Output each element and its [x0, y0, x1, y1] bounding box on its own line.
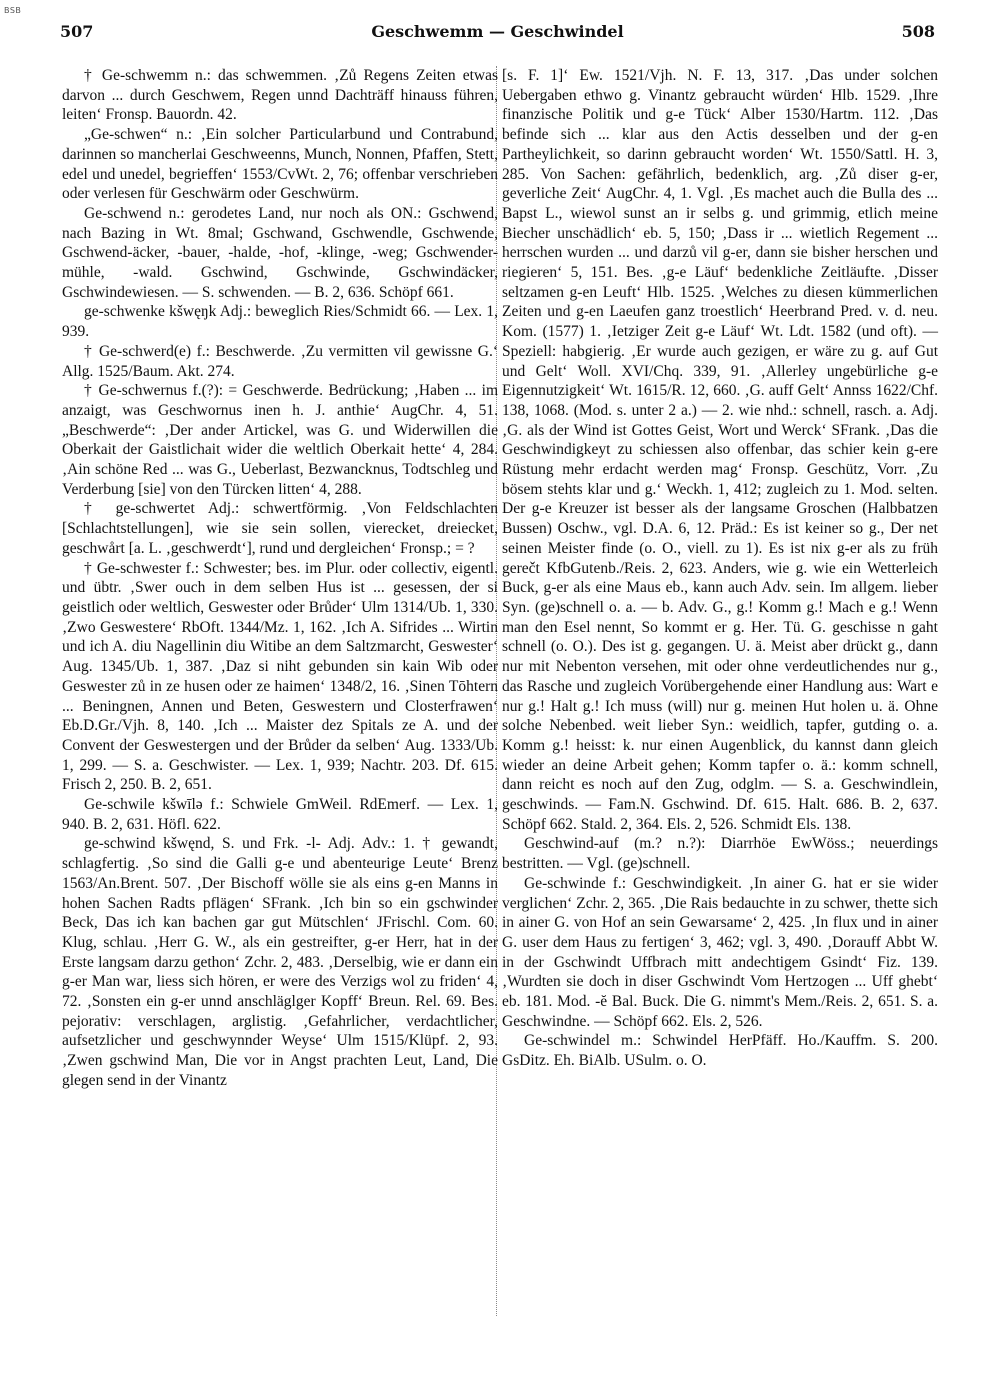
entry-geschwester: † Ge-schwester f.: Schwester; bes. im Plur. oder collectiv, eigentl. und übtr. ‚Swer ouch in dem selben Hus ist ... gesessen, der si geistlich oder weltlich, Geswester oder Brůder‘ Ulm 1314/Ub. 1, 330. ‚Zwo Geswestere‘ RbOft. 1344/Mz. 1, 162. ‚Ich A. Sifrides ... Wirtin und ich A. diu Nagellinin diu Witibe an dem Saltzmarcht, Geswester‘ Aug. 1345/Ub. 1, 387. ‚Daz si niht gebunden sin kain Wib oder Geswester zů in ze husen oder ze haimen‘ 1348/2, 16. ‚Sinen Tōhtern ... Beningnen, Annen und Beten, Geswestern und Closterfrawen‘ Eb.D.Gr./Vjh. 8, 140. ‚Ich ... Maister dez Spitals ze A. und der Convent der Geswestergen und der Brůder da selben‘ Aug. 1333/Ub. 1, 299. — S. a. Geschwister. — Lex. 1, 939; Nachtr. 203. Df. 615. Frisch 2, 250. B. 2, 651.	[62, 559, 498, 794]
entry-geschwernus: † Ge-schwernus f.(?): = Geschwerde. Bedrückung; ‚Haben ... im anzaigt, was Geschwornus inen h. J. anthie‘ AugChr. 4, 51. „Beschwerde“: ‚Der ander Artickel, was G. und Widerwillen die Oberkait der Gaistlichait wider die weltlich Oberkait hette‘ 4, 284. ‚Ain schöne Red ... was G., Ueberlast, Bezwancknus, Todtschleg und Verderbung [sie] von den Türcken litten‘ 4, 288.	[62, 382, 498, 498]
page-number-right: 508	[901, 22, 935, 41]
right-column	[502, 66, 938, 1071]
entry-geschwen: „Ge-schwen“ n.: ‚Ein solcher Particularbund und Contrabund, darinnen so mancherlai Geschweenns, Munch, Nonnen, Pfaffen, Stett, edel und unedel, begrieffen‘ 1553/CvWt. 2, 76; offenbar verschrieben oder verlesen für Geschwärm oder Geschwürm.	[62, 126, 498, 203]
entry-geschwind-auf: Geschwind-auf (m.? n.?): Diarrhöe EwWöss.; neuerdings bestritten. — Vgl. (ge)schnell.	[502, 835, 938, 873]
entry-geschwerde: † Ge-schwerd(e) f.: Beschwerde. ‚Zu vermitten vil gewissne G.‘ Allg. 1525/Baum. Akt. 274.	[62, 342, 498, 380]
entry-geschwind: ge-schwind kšwęnd, S. und Frk. -l- Adj. Adv.: 1. † gewandt, schlagfertig. ‚So sind die Galli g-e und abenteurige Leute‘ Brenz 1563/An.Brent. 507. ‚Der Bischoff wölle sie als eins g-en Manns in hohen Sachen Radts pflägen‘ SFrank. ‚Ich bin so ein gschwinder Beck, Das ich kan bachen gar gut Mütschlen‘ JFrischl. Com. 60. Klug, schlau. ‚Herr G. W., als ein gestreifter, g-er Herr, hat in der Erste langsam darzu gethon‘ Zchr. 2, 483. ‚Derselbig, wie er dann ein g-er Man war, liess sich hören, er were des Verzigs wol zu friden‘ 4, 72. ‚Sonsten ein g-er unnd anschläglger Kopff‘ Breun. Rel. 69. Bes. pejorativ: verschlagen, arglistig. ‚Gefahrlicher, verdachtlicher, aufsetzlicher und geschwynnder Weyse‘ Ulm 1515/Klüpf. 2, 93. ‚Zwen gschwind Man, Die vor in Angst prachten Leut, Land, Die glegen send in der Vinantz	[62, 835, 498, 1089]
page-number-left: 507	[60, 22, 94, 41]
library-watermark: BSB	[4, 6, 22, 15]
entry-geschwindel: Ge-schwindel m.: Schwindel HerPfäff. Ho./Kauffm. S. 200. GsDitz. Eh. BiAlb. USulm. o. O.	[502, 1032, 938, 1070]
entry-geschwenke: ge-schwenke kšwęŋk Adj.: beweglich Ries/Schmidt 66. — Lex. 1, 939.	[62, 303, 498, 341]
entry-geschwinde: Ge-schwinde f.: Geschwindigkeit. ‚In ainer G. hat er sie wider verglichen‘ Zchr. 2, 365. ‚Die Rais bedauchte in zu schwer, thette sich in ainer G. von Hof an sein Gewarsame‘ 2, 425. ‚In flux und in ainer G. user dem Haus zu fertigen‘ 3, 462; vgl. 3, 490. ‚Dorauff Abbt W. in der Gschwindt Uffbrach mitt andechtigem Gsindt‘ Fiz. 139. ‚Wurdten sie doch in diser Gschwindt Vom Hertzogen ... Uff ghebt‘ eb. 181. Mod. -ĕ Bal. Buck. Die G. nimmt's Mem./Reis. 2, 651. S. a. Geschwindne. — Schöpf 662. Els. 2, 526.	[502, 874, 938, 1030]
entry-geschwemm: † Ge-schwemm n.: das schwemmen. ‚Zů Regens Zeiten etwas darvon ... durch Geschwem, Regen unnd Dachträff hinauss führen, leiten‘ Fronsp. Bauordn. 42.	[62, 67, 498, 124]
left-column	[62, 66, 498, 1091]
entry-geschwile: Ge-schwile kšwīlə f.: Schwiele GmWeil. RdEmerf. — Lex. 1, 940. B. 2, 631. Höfl. 622.	[62, 796, 498, 833]
entry-geschwind-continued: [s. F. 1]‘ Ew. 1521/Vjh. N. F. 13, 317. ‚Das under solchen Uebergaben ethwo g. Vinantz gebraucht würden‘ Hlb. 1529. ‚Ihre finanzische Politik und g-e Tück‘ Alber 1530/Hartm. 112. ‚Das befinde sich ... klar aus den Actis desselben und der g-en Partheylichkeit, so darinn gebraucht worden‘ Wt. 1550/Sattl. H. 3, 285. Von Sachen: gefährlich, bedenklich, arg. ‚Zů diser g-er, geverliche Zeit‘ AugChr. 4, 1. Vgl. ‚Es machet auch die Bulla des ... Bapst L., wiewol sunst an ir selbs g. und grimmig, etlich meine Biecher unschädlich‘ eb. 5, 150; ‚Dass ir ... wietlich Regement ... herrschen wurden ... und darzů vil g-er, dann sie bisher herschen und riegieren‘ 5, 151. Bes. ‚g-e Läuf‘ bedenkliche Zeitläufte. ‚Disser seltzamen g-en Leuft‘ Hlb. 1525. ‚Welches zu diesen kümmerlichen Zeiten und g-en Laeufen ganz troestlich‘ Heerbrand Pred. v. d. neu. Kom. (1577) 1. ‚Ietziger Zeit g-e Läuf‘ Wt. Ldt. 1582 (und oft). — Speziell: habgierig. ‚Er wurde auch gezigen, er wäre zu g. auf Gut und Gelt‘ Woll. XVI/Chq. 339, 91. ‚Allerley ungebürliche g-e Eigennutzigkeit‘ Wt. 1615/R. 12, 660. ‚G. auff Gelt‘ Annss 1622/Chf. 138, 1068. (Mod. s. unter 2 a.) — 2. wie nhd.: schnell, rasch. a. Adj. ‚G. als der Wind ist Gottes Geist, Wort und Werck‘ SFrank. ‚Das die Geschwindigkeyt zu schiessen also offenbar, das schier kein g-ere Rüstung mehr erdacht werden mag‘ Fronsp. Geschütz, Vorr. ‚Zu bösem stehts klar und g.‘ Weckh. 1, 412; zugleich zu 1. Mod. selten. Der g-e Kreuzer ist besser als der langsame Groschen (Halbbatzen Bussen) Oschw., vgl. D.A. 6, 12. Präd.: Es ist keiner so g., Der net seinen Meister finde (o. O., viell. zu 1). Es ist nix g-er als zu früh gerečt KfbGutenb./Reis. 2, 623. Anders, wie g. wie ein Wetterleich Buck, g-er als eine Maus eb., kann auch Adv. sein. Im allgem. lieber Syn. (ge)schnell o. a. — b. Adv. G., g.! Komm g.! Mach e g.! Wenn man den Esel nennt, So kommt er g. Her. Tü. G. geschisse n gaht schnell (o. O.). Des ist g. gegangen. U. ä. Meist aber drückt g., dann nur mit Nebenton versehen, mit oder ohne verdeutlichendes nur g., das Rasche und zugleich Vorübergehende einer Handlung aus: Wart e nur g.! Halt g.! Ich muss (will) nur g. meinen Hut holen u. ä. Ohne solche Nebenbed. weit lieber Syn.: weidlich, tapfer, gutding o. a. Komm g.! heisst: k. nur einen Augenblick, du kannst dann gleich wieder an deine Arbeit gehen; Komm tapfer o. ä.: komm schnell, dann reicht es noch auf den Zug, odglm. — S. a. Geschwindlein, geschwinds. — Fam.N. Gschwind. Df. 615. Halt. 686. B. 2, 637. Schöpf 662. Stald. 2, 364. Els. 2, 526. Schmidt Els. 138.	[502, 67, 938, 833]
running-title: Geschwemm — Geschwindel	[371, 22, 624, 41]
entry-geschwend: Ge-schwend n.: gerodetes Land, nur noch als ON.: Gschwend, nach Bazing in Wt. 8mal; Gschwand, Gschwendle, Gschwende, Gschwend-äcker, -bauer, -halde, -hof, -klinge, -weg; Gschwender-mühle, -wald. Gschwind, Gschwinde, Gschwindäcker, Gschwindewiesen. — S. schwenden. — B. 2, 636. Schöpf 661.	[62, 204, 498, 301]
entry-geschwertet: † ge-schwertet Adj.: schwertförmig. ‚Von Feldschlachten [Schlachtstellungen], wie sie sein sollen, vierecket, dreiecket, geschwårt [a. L. ‚geschwerdt‘], rund und dergleichen‘ Fronsp.; = ?	[62, 500, 498, 557]
page-header	[60, 22, 935, 48]
